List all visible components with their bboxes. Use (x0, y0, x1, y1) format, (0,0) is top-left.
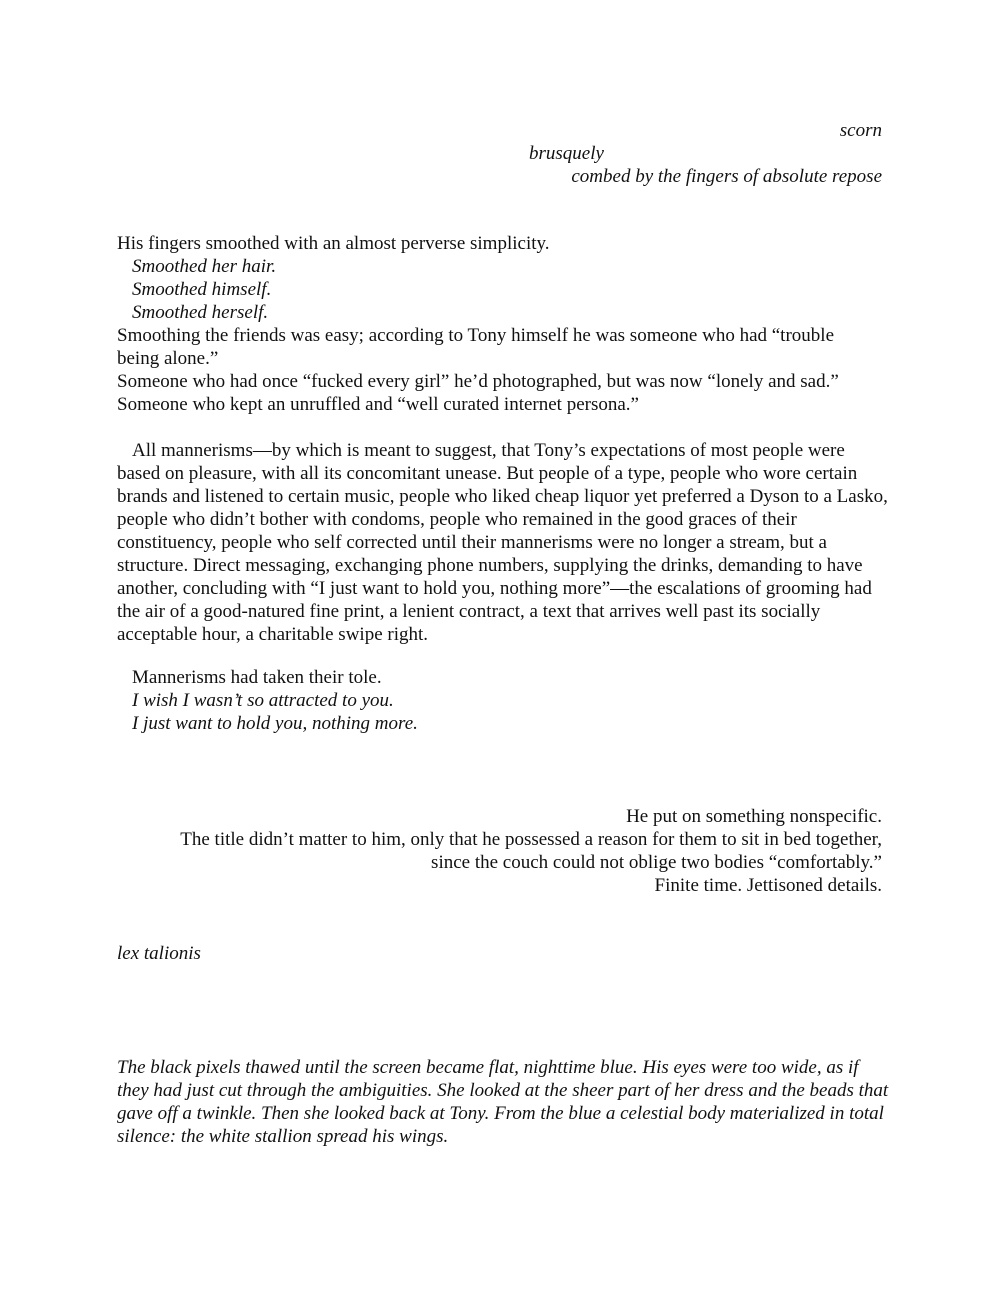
section-tole (117, 666, 883, 735)
epigraph-brusquely: brusquely (529, 143, 604, 164)
italic-line: Smoothed her hair. (132, 256, 277, 277)
right-line: Finite time. Jettisoned details. (654, 875, 882, 896)
quote-line: I wish I wasn’t so attracted to you. (132, 690, 394, 711)
section-smoothed (117, 232, 883, 416)
italic-line: Smoothed herself. (132, 302, 269, 323)
body-line: Someone who kept an unruffled and “well curated internet persona.” (117, 394, 639, 415)
body-line: Someone who had once “fucked every girl” he’d photographed, but was now “lonely and sad.” (117, 371, 839, 392)
opening-line: His fingers smoothed with an almost perverse simplicity. (117, 233, 550, 254)
right-line: He put on something nonspecific. (626, 806, 882, 827)
italic-line: Smoothed himself. (132, 279, 272, 300)
body-line: being alone.” (117, 348, 219, 369)
epigraph-scorn: scorn (839, 120, 882, 141)
section-stallion (117, 1056, 892, 1148)
stallion-paragraph: The black pixels thawed until the screen became flat, nighttime blue. His eyes were too wide, as if they had just cut through the ambiguities. She looked at the sheer part of her dress and the beads that gave off a twinkle. Then she looked back at Tony. From the blue a celestial body materialized in total silence: the white stallion spread his wings. (117, 1057, 889, 1147)
section-mannerisms (117, 439, 889, 646)
section-nonspecific (82, 805, 882, 897)
body-line: Smoothing the friends was easy; according to Tony himself he was someone who had “trouble (117, 325, 834, 346)
lex-talionis-heading: lex talionis (117, 943, 201, 964)
epigraph-combed: combed by the fingers of absolute repose (571, 166, 882, 187)
quote-line: I just want to hold you, nothing more. (132, 713, 418, 734)
mannerisms-paragraph: All mannerisms—by which is meant to suggest, that Tony’s expectations of most people were based on pleasure, with all its concomitant unease. But people of a type, people who wore certain brands and listened to certain music, people who liked cheap liquor yet preferred a Dyson to a Lasko, people who didn’t bother with condoms, people who remained in the good graces of their constituency, people who self corrected until their mannerisms were no longer a stream, but a structure. Direct messaging, exchanging phone numbers, supplying the drinks, demanding to have another, concluding with “I just want to hold you, nothing more”—the escalations of grooming had the air of a good-natured fine print, a lenient contract, a text that arrives well past its socially acceptable hour, a charitable swipe right. (117, 440, 888, 645)
right-line: The title didn’t matter to him, only that he possessed a reason for them to sit in bed together, (180, 829, 882, 850)
right-line: since the couch could not oblige two bodies “comfortably.” (431, 852, 882, 873)
tole-line: Mannerisms had taken their tole. (132, 667, 382, 688)
